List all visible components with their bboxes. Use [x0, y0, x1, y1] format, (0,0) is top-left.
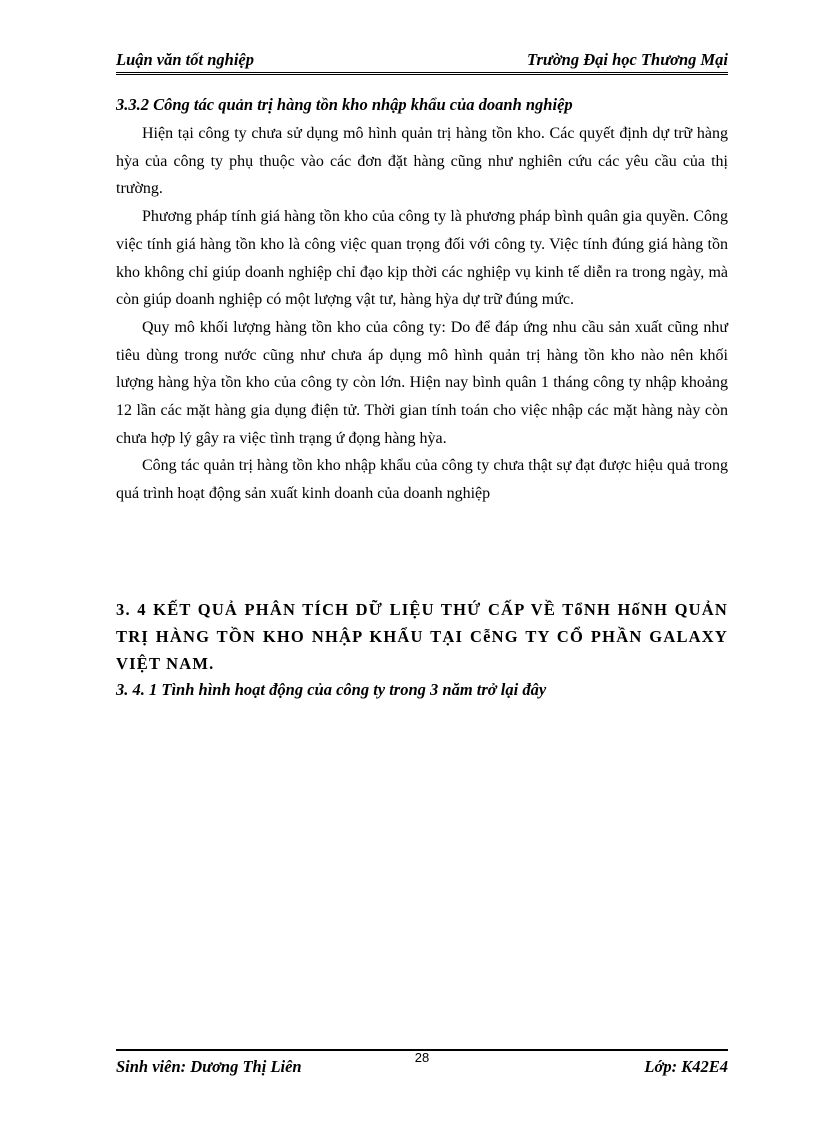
- footer-student-name: Sinh viên: Dương Thị Liên: [116, 1057, 302, 1076]
- paragraph-1: Hiện tại công ty chưa sử dụng mô hình quản trị hàng tồn kho. Các quyết định dự trữ hàng hỳa của công ty phụ thuộc vào các đơn đặt hàng cũng như nghiên cứu các yêu cầu của thị trường.: [116, 125, 728, 198]
- paragraph-3: Quy mô khối lượng hàng tồn kho của công ty: Do để đáp ứng nhu cầu sản xuất cũng như tiêu dùng trong nước cũng như chưa áp dụng mô hình quản trị hàng tồn kho nào nên khối lượng hàng hỳa tồn kho của công ty còn lớn. Hiện nay bình quân 1 tháng công ty nhập khoảng 12 lần các mặt hàng gia dụng điện tử. Thời gian tính toán cho việc nhập các mặt hàng này còn chưa hợp lý gây ra việc tình trạng ứ đọng hàng hỳa.: [116, 318, 728, 447]
- header-university-name: Trường Đại học Thương Mại: [527, 50, 728, 69]
- section-heading-3-4: 3. 4 KẾT QUẢ PHÂN TÍCH DỮ LIỆU THỨ CẤP VỀ TổNH HốNH QUẢN TRỊ HÀNG TỒN KHO NHẬP KHẨU TẠI CễNG TY CỔ PHẦN GALAXY VIỆT NAM.: [116, 600, 728, 673]
- subsection-heading-3-3-2: 3.3.2 Công tác quản trị hàng tồn kho nhập khẩu của doanh nghiệp: [116, 95, 573, 114]
- page-footer: [116, 1049, 728, 1081]
- paragraph-4: Công tác quản trị hàng tồn kho nhập khẩu của công ty chưa thật sự đạt được hiệu quả trong quá trình hoạt động sản xuất kinh doanh của doanh nghiệp: [116, 457, 728, 503]
- subsection-body: [116, 120, 728, 508]
- subsection-heading-3-4-1: 3. 4. 1 Tình hình hoạt động của công ty trong 3 năm trở lại đây: [116, 680, 547, 699]
- page-number: 28: [414, 1050, 430, 1065]
- page-header: [116, 48, 728, 75]
- footer-class-code: Lớp: K42E4: [644, 1057, 728, 1076]
- header-thesis-label: Luận văn tốt nghiệp: [116, 50, 254, 69]
- paragraph-2: Phương pháp tính giá hàng tồn kho của công ty là phương pháp bình quân gia quyền. Công việc tính giá hàng tồn kho là công việc quan trọng đối với công ty. Việc tính đúng giá hàng tồn kho không chỉ giúp doanh nghiệp chỉ đạo kịp thời các nghiệp vụ kinh tế diễn ra trong ngày, mà còn giúp doanh nghiệp có một lượng vật tư, hàng hỳa dự trữ đúng mức.: [116, 208, 728, 309]
